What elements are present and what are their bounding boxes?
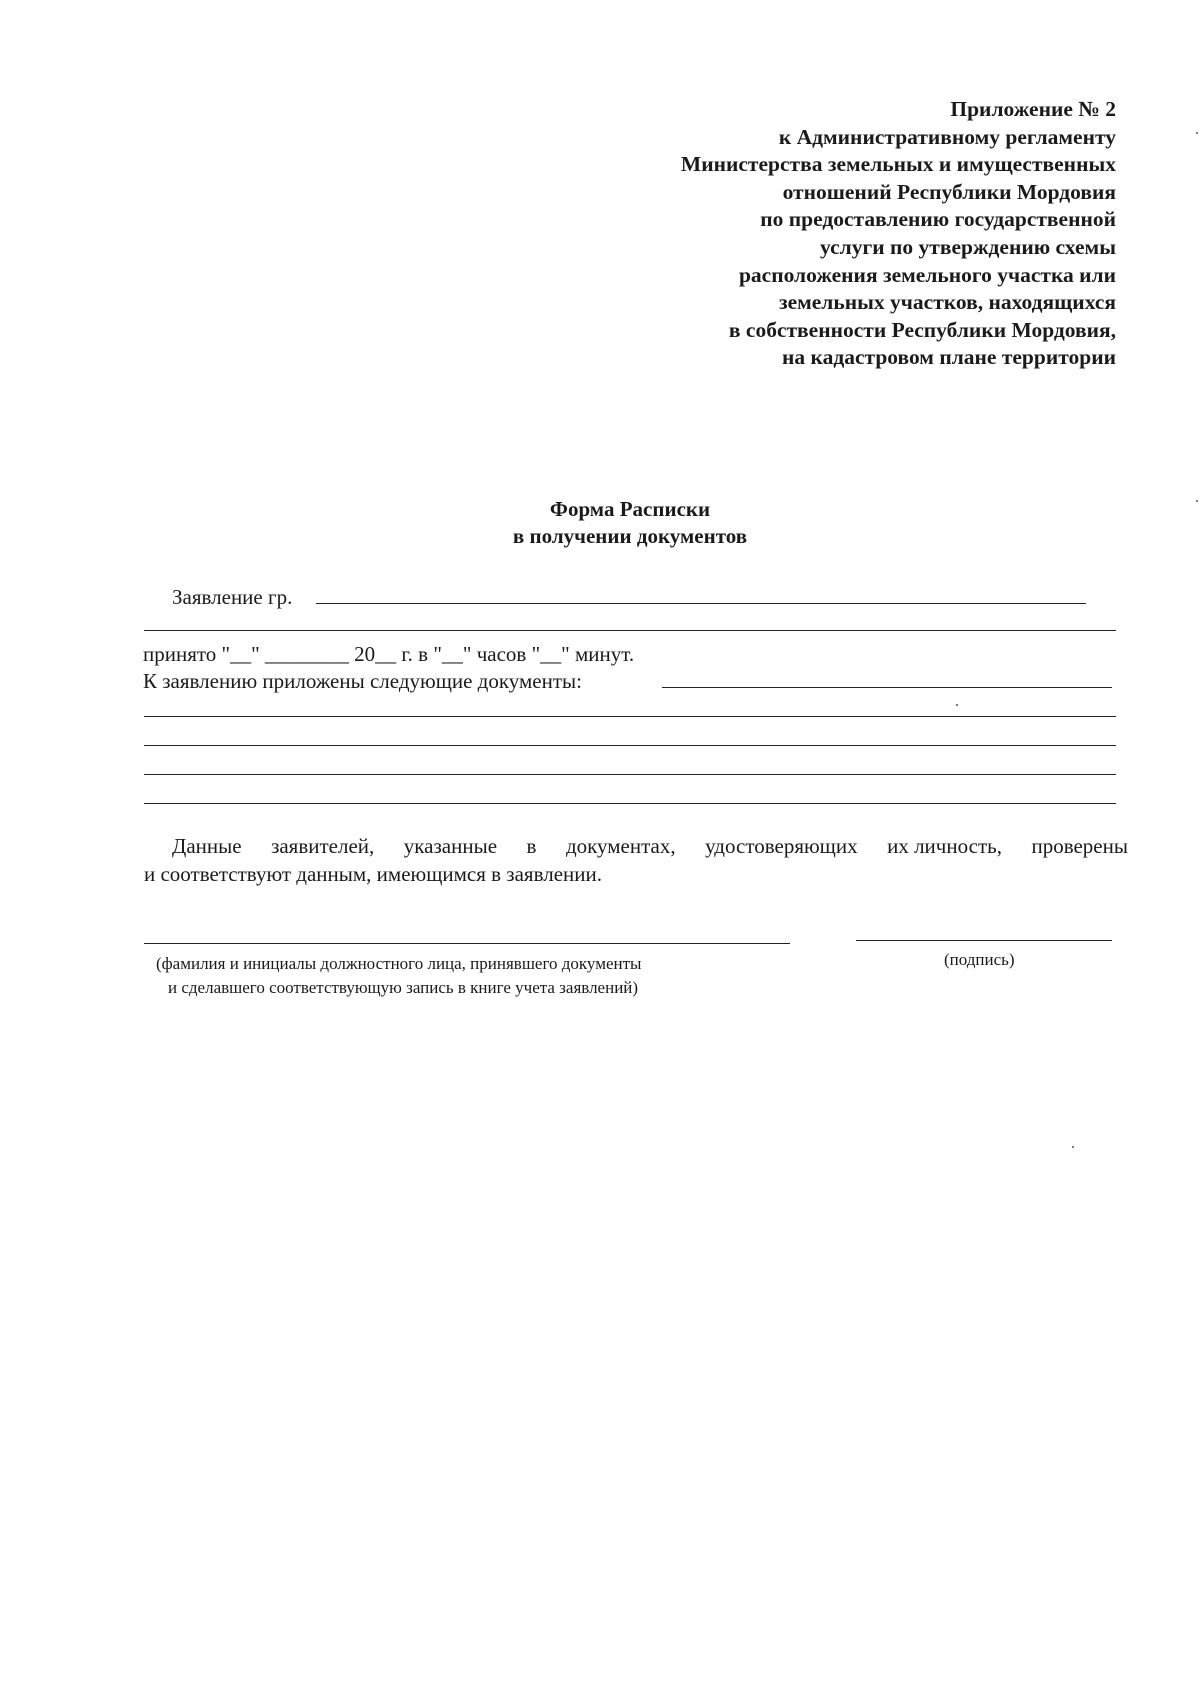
received-datetime-line: принято "__" ________ 20__ г. в "__" часов "__" минут. (143, 642, 635, 666)
verification-paragraph (144, 832, 1128, 888)
header-line: земельных участков, находящихся (778, 290, 1116, 315)
verification-word: документах, (565, 834, 676, 858)
header-line: на кадастровом плане территории (782, 345, 1116, 370)
official-caption-line2: и сделавшего соответствующую запись в книге учета заявлений) (168, 978, 639, 997)
scan-speck (1196, 132, 1198, 134)
documents-line[interactable] (144, 803, 1116, 804)
verification-word: в (526, 834, 537, 858)
verification-word: Данные (172, 834, 242, 858)
documents-line[interactable] (144, 774, 1116, 775)
official-name-field[interactable] (144, 943, 790, 944)
documents-line[interactable] (144, 745, 1116, 746)
header-line: к Административному регламенту (778, 124, 1116, 149)
scan-speck (1072, 1146, 1074, 1148)
verification-word: указанные (403, 834, 498, 858)
scan-speck (956, 704, 958, 706)
header-line: услуги по утверждению схемы (820, 234, 1116, 259)
verification-word: их личность, (887, 834, 1002, 858)
documents-field[interactable] (662, 687, 1112, 688)
documents-label: К заявлению приложены следующие документы: (143, 669, 582, 693)
appendix-header (556, 96, 1116, 372)
verification-word: проверены (1031, 834, 1128, 858)
header-line: Министерства земельных и имущественных (680, 152, 1116, 177)
form-title (0, 496, 1200, 550)
header-line: в собственности Республики Мордовия, (728, 317, 1116, 342)
form-title-line1: Форма Расписки (549, 497, 711, 521)
applicant-name-field-continuation[interactable] (144, 630, 1116, 631)
verification-line1 (144, 832, 1128, 860)
official-caption-line1: (фамилия и инициалы должностного лица, принявшего документы (156, 954, 642, 973)
header-line: по предоставлению государственной (760, 207, 1116, 232)
verification-line2: и соответствуют данным, имеющимся в заявлении. (144, 862, 602, 886)
applicant-name-field[interactable] (316, 603, 1086, 604)
form-title-line2: в получении документов (512, 524, 748, 548)
header-line: отношений Республики Мордовия (782, 179, 1116, 204)
applicant-label: Заявление гр. (172, 585, 293, 609)
header-line: расположения земельного участка или (738, 262, 1116, 287)
scan-speck (1196, 500, 1198, 502)
verification-word: заявителей, (271, 834, 375, 858)
verification-word: удостоверяющих (705, 834, 858, 858)
signature-field[interactable] (856, 940, 1112, 941)
documents-line[interactable] (144, 716, 1116, 717)
header-line: Приложение № 2 (950, 97, 1116, 121)
signature-caption: (подпись) (944, 950, 1015, 969)
